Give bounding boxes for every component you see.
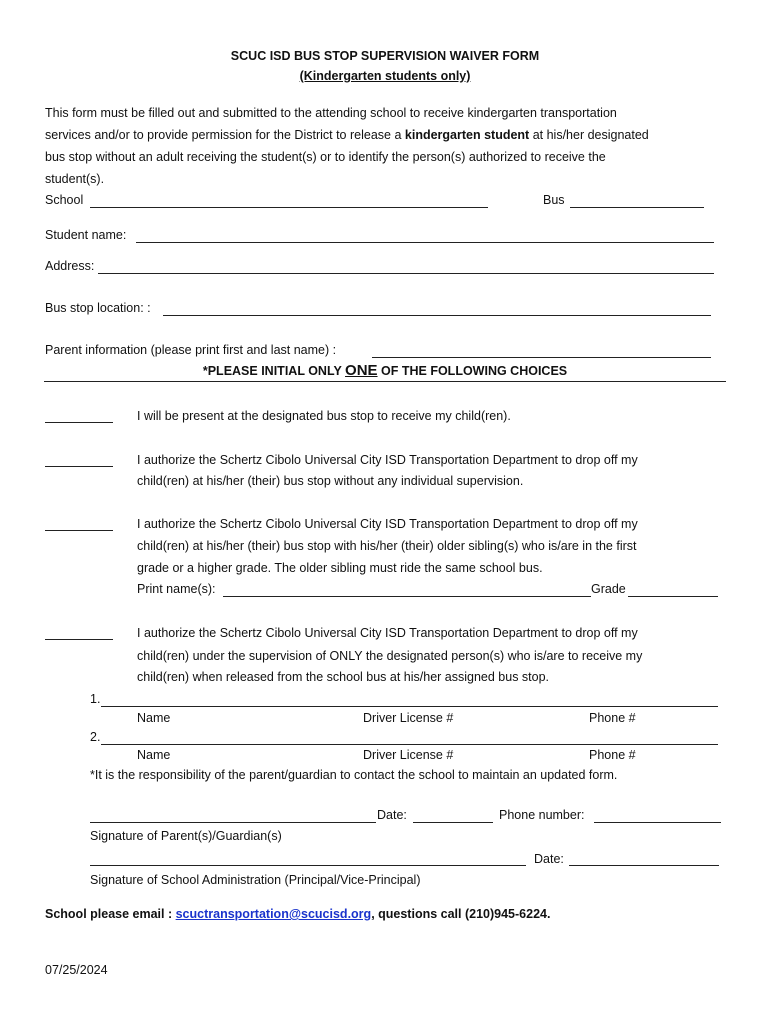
person-2-name-caption: Name [137, 748, 171, 762]
heading-divider [44, 381, 726, 382]
intro-line-1: This form must be filled out and submitted to the attending school to receive kindergarten transportation [45, 106, 617, 120]
choice-3-line-2: child(ren) at his/her (their) bus stop with his/her (their) older sibling(s) who is/are in the first [137, 539, 637, 553]
student-name-label: Student name: [45, 228, 127, 242]
admin-date-label: Date: [534, 852, 564, 866]
parent-date-label: Date: [377, 808, 407, 822]
choice-3-line-3: grade or a higher grade. The older sibling must ride the same school bus. [137, 561, 543, 575]
person-1-name-caption: Name [137, 711, 171, 725]
parent-signature-caption: Signature of Parent(s)/Guardian(s) [90, 829, 282, 843]
intro-line-4: student(s). [45, 172, 105, 186]
intro-line-3: bus stop without an adult receiving the student(s) or to identify the person(s) authorized to receive the [45, 150, 606, 164]
choice-2-line-2: child(ren) at his/her (their) bus stop without any individual supervision. [137, 474, 524, 488]
choice-3-line-1: I authorize the Schertz Cibolo Universal City ISD Transportation Department to drop off my [137, 517, 638, 531]
admin-date-field[interactable] [569, 865, 719, 866]
person-2-license-caption: Driver License # [363, 748, 454, 762]
intro-bold-text: kindergarten student [404, 128, 530, 142]
address-label: Address: [45, 259, 95, 273]
bus-label: Bus [543, 193, 565, 207]
revision-date: 07/25/2024 [45, 963, 108, 977]
parent-date-field[interactable] [413, 822, 493, 823]
person-2-number: 2. [90, 730, 101, 744]
person-1-number: 1. [90, 692, 101, 706]
initial-field-choice-2[interactable] [45, 466, 113, 467]
person-1-phone-caption: Phone # [589, 711, 636, 725]
email-instruction: School please email : scuctransportation@scucisd.org, questions call (210)945-6224. [45, 907, 551, 921]
initial-field-choice-3[interactable] [45, 530, 113, 531]
student-name-field[interactable] [136, 242, 714, 243]
form-title: SCUC ISD BUS STOP SUPERVISION WAIVER FORM [230, 49, 540, 63]
initial-field-choice-1[interactable] [45, 422, 113, 423]
school-label: School [45, 193, 84, 207]
phone-number-field[interactable] [594, 822, 721, 823]
person-1-license-caption: Driver License # [363, 711, 454, 725]
person-2-phone-caption: Phone # [589, 748, 636, 762]
parent-info-label: Parent information (please print first and last name) : [45, 343, 337, 357]
address-field[interactable] [98, 273, 714, 274]
initial-field-choice-4[interactable] [45, 639, 113, 640]
grade-field[interactable] [628, 596, 718, 597]
responsibility-note: *It is the responsibility of the parent/guardian to contact the school to maintain an updated form. [90, 768, 618, 782]
admin-signature-field[interactable] [90, 865, 526, 866]
choices-heading: *PLEASE INITIAL ONLY ONE OF THE FOLLOWING CHOICES [202, 362, 568, 379]
grade-label: Grade [591, 582, 626, 596]
parent-info-field[interactable] [372, 357, 711, 358]
school-field[interactable] [90, 207, 488, 208]
choice-4-line-3: child(ren) when released from the school bus at his/her assigned bus stop. [137, 670, 550, 684]
person-2-field[interactable] [101, 744, 718, 745]
choice-2-line-1: I authorize the Schertz Cibolo Universal City ISD Transportation Department to drop off my [137, 453, 638, 467]
form-subtitle: (Kindergarten students only) [299, 69, 471, 83]
print-names-field[interactable] [223, 596, 591, 597]
phone-number-label: Phone number: [499, 808, 585, 822]
choices-heading-emphasis: ONE [345, 362, 378, 379]
choice-1-text: I will be present at the designated bus stop to receive my child(ren). [137, 409, 511, 423]
bus-stop-label: Bus stop location: : [45, 301, 151, 315]
parent-signature-field[interactable] [90, 822, 376, 823]
choice-4-line-2: child(ren) under the supervision of ONLY the designated person(s) who is/are to receive my [137, 649, 643, 663]
print-names-label: Print name(s): [137, 582, 216, 596]
admin-signature-caption: Signature of School Administration (Principal/Vice-Principal) [90, 873, 421, 887]
person-1-field[interactable] [101, 706, 718, 707]
bus-stop-field[interactable] [163, 315, 711, 316]
email-link[interactable]: scuctransportation@scucisd.org [175, 907, 372, 921]
intro-line-2: services and/or to provide permission for the District to release a kindergarten student at his/her designated [45, 128, 649, 142]
choice-4-line-1: I authorize the Schertz Cibolo Universal City ISD Transportation Department to drop off my [137, 626, 638, 640]
bus-field[interactable] [570, 207, 704, 208]
